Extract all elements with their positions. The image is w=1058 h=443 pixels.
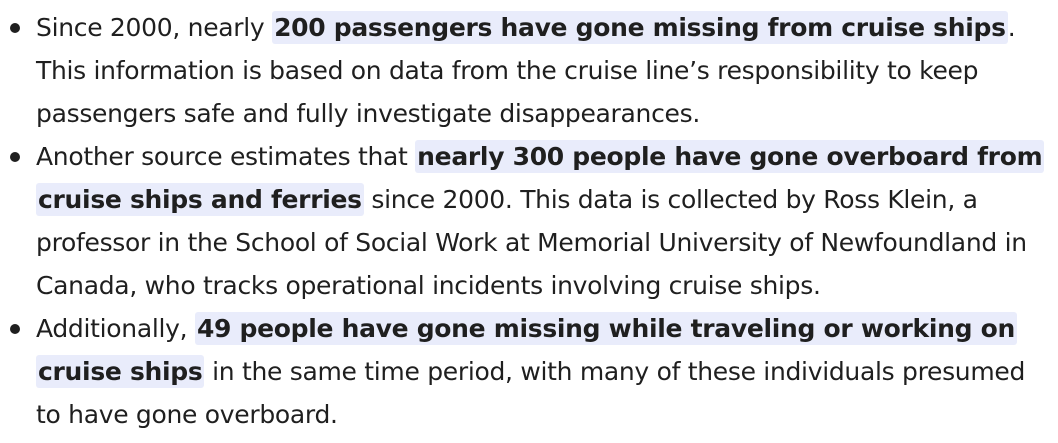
- list-item: [0, 6, 1048, 135]
- bullet-icon: [10, 152, 20, 162]
- bullet-icon: [10, 324, 20, 334]
- highlighted-fact: 200 passengers have gone missing from cruise ships: [274, 13, 1006, 42]
- item-tail-text: . This information is based on data from the cruise line’s responsibility to keep passengers safe and fully investigate disappearances.: [36, 13, 1016, 128]
- item-lead-text: Another source estimates that: [36, 142, 416, 171]
- bullet-icon: [10, 23, 20, 33]
- highlighted-fact: 49 people have gone missing while traveling or working on cruise ships: [38, 314, 1015, 386]
- item-tail-text: in the same time period, with many of these individuals presumed to have gone overboard.: [36, 357, 1026, 429]
- highlighted-fact: nearly 300 people have gone overboard from cruise ships and ferries: [38, 142, 1043, 214]
- item-lead-text: Additionally,: [36, 314, 195, 343]
- item-tail-text: since 2000. This data is collected by Ross Klein, a professor in the School of Social Work at Memorial University of Newfoundland in Canada, who tracks operational incidents involving cruise ships.: [36, 185, 1027, 300]
- bullet-list: [0, 6, 1048, 436]
- list-item: [0, 135, 1048, 307]
- list-item: [0, 307, 1048, 436]
- item-lead-text: Since 2000, nearly: [36, 13, 273, 42]
